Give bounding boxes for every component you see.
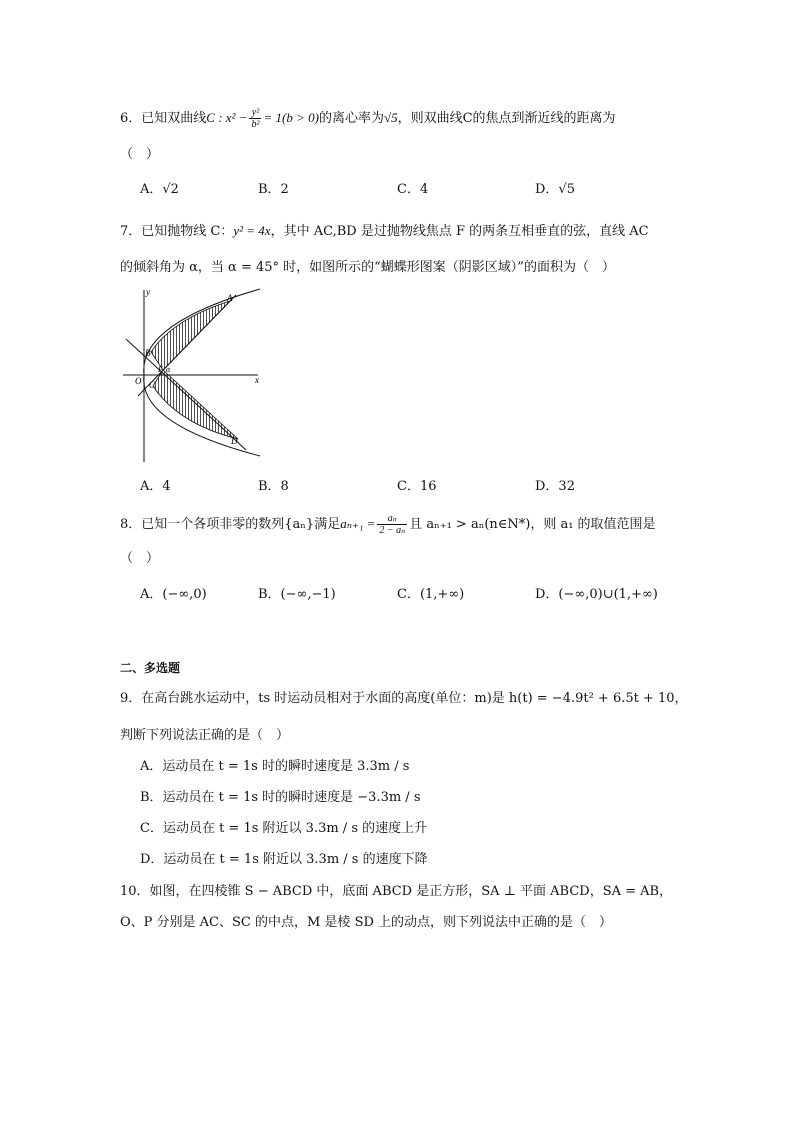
q6-answer-paren: （ ）	[120, 147, 160, 162]
q6-stem-mid: 的离心率为	[318, 111, 384, 126]
q8-option-a: A．(−∞,0)	[140, 587, 207, 602]
fig-label-c: C	[149, 380, 156, 390]
fig-label-f: F	[158, 365, 163, 374]
shaded-region-upper	[151, 301, 230, 370]
fig-label-b: B	[145, 348, 151, 358]
q8-frac-den: 2 − aₙ	[379, 525, 406, 536]
q7-option-c: C．16	[397, 479, 437, 494]
fig-label-d: D	[231, 436, 238, 446]
q9-option-c: C．运动员在 t = 1s 附近以 3.3m / s 的速度上升	[140, 821, 428, 836]
q6-curve: C : x² −	[206, 110, 248, 125]
q6-option-c: C．4	[397, 182, 429, 197]
q9-stem-line1: 9．在高台跳水运动中，ts 时运动员相对于水面的高度(单位：m)是 h(t) = −4.9t² + 6.5t + 10，	[120, 691, 688, 706]
fig-label-alpha: α	[166, 365, 171, 374]
q7-stem-line1	[120, 221, 649, 242]
shaded-region-lower	[153, 370, 238, 439]
q8-option-b: B．(−∞,−1)	[258, 587, 336, 602]
fig-label-a: A	[227, 293, 233, 303]
q7-option-a: A．4	[140, 479, 171, 494]
q6-option-d: D．√5	[535, 182, 575, 197]
q6-stem	[120, 107, 616, 130]
q10-stem-line2: O、P 分别是 AC、SC 的中点，M 是棱 SD 上的动点，则下列说法中正确的是（ ）	[120, 915, 613, 930]
q7-butterfly-figure	[118, 284, 270, 468]
q7-option-b: B．8	[258, 479, 289, 494]
q8-stem-prefix: 8．已知一个各项非零的数列{aₙ}满足	[120, 517, 341, 532]
q9-option-d: D．运动员在 t = 1s 附近以 3.3m / s 的速度下降	[140, 852, 428, 867]
q8-option-d: D．(−∞,0)∪(1,+∞)	[535, 587, 658, 602]
q9-option-b: B．运动员在 t = 1s 时的瞬时速度是 −3.3m / s	[140, 790, 421, 805]
section-heading: 二、多选题	[120, 661, 181, 675]
q7-option-d: D．32	[535, 479, 575, 494]
q6-equation: = 1(b > 0)	[263, 110, 319, 125]
q7-stem-prefix: 7．已知抛物线 C：	[120, 224, 234, 239]
q6-frac-num: y²	[249, 107, 261, 119]
fig-label-o: O	[135, 376, 142, 386]
q8-frac-num: aₙ	[377, 513, 407, 525]
q10-stem-line1: 10．如图，在四棱锥 S − ABCD 中，底面 ABCD 是正方形，SA ⊥ 平面 ABCD，SA = AB，	[120, 884, 673, 899]
fig-label-x: x	[255, 375, 259, 385]
fig-label-y: y	[146, 287, 150, 297]
q8-fraction	[377, 513, 407, 536]
q7-stem-suffix: ，其中 AC,BD 是过抛物线焦点 F 的两条互相垂直的弦，直线 AC	[270, 224, 649, 239]
q6-option-b: B．2	[258, 182, 289, 197]
q9-stem-line2: 判断下列说法正确的是（ ）	[120, 728, 290, 743]
q8-option-c: C．(1,+∞)	[397, 587, 465, 602]
q7-equation: y² = 4x	[233, 223, 271, 238]
q8-stem	[120, 513, 656, 536]
q6-sqrt5: √5	[383, 110, 398, 125]
q8-lhs: aₙ₊₁ =	[340, 516, 376, 531]
q6-frac-den: b²	[251, 119, 260, 130]
q6-stem-prefix: 6．已知双曲线	[120, 111, 207, 126]
q9-option-a: A．运动员在 t = 1s 时的瞬时速度是 3.3m / s	[140, 759, 410, 774]
q6-stem-suffix: ，则双曲线C的焦点到渐近线的距离为	[397, 111, 616, 126]
q8-answer-paren: （ ）	[120, 551, 160, 566]
q6-option-a: A．√2	[140, 182, 179, 197]
q7-stem-line2: 的倾斜角为 α，当 α = 45° 时，如图所示的“蝴蝶形图案（阴影区域）”的面积为（ ）	[120, 260, 615, 275]
q8-stem-suffix: 且 aₙ₊₁ > aₙ(n∈N*)，则 a₁ 的取值范围是	[409, 517, 656, 532]
q6-fraction	[249, 107, 261, 130]
